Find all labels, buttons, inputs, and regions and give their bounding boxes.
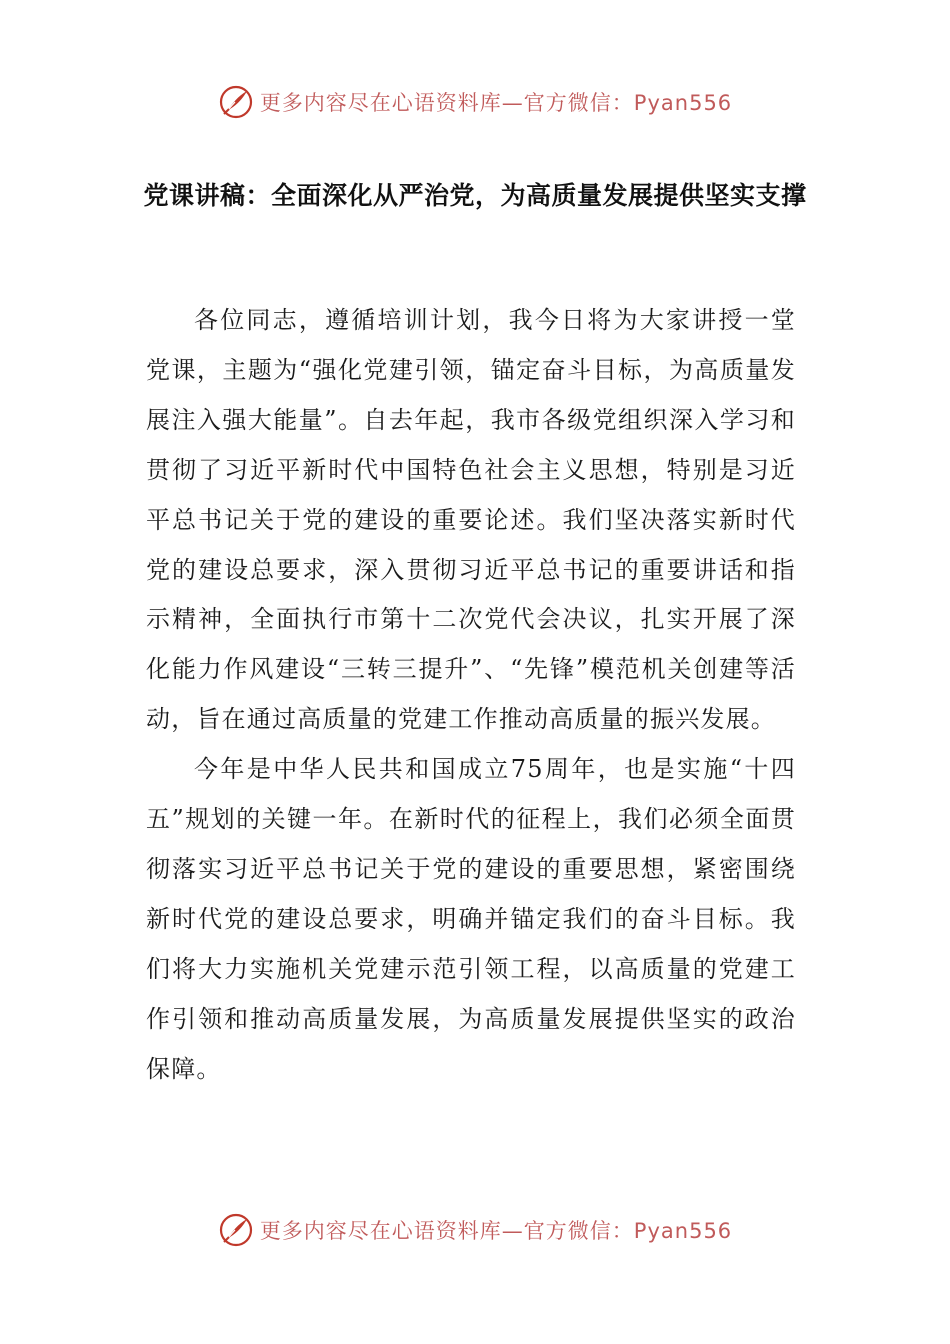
footer-watermark [0,1210,950,1250]
watermark-text: 更多内容尽在心语资料库—官方微信：Pyan556 [259,91,733,115]
paragraph-1: 各位同志，遵循培训计划，我今日将为大家讲授一堂党课，主题为“强化党建引领，锚定奋斗目标，为高质量发展注入强大能量”。自去年起，我市各级党组织深入学习和贯彻了习近平新时代中国特色社会主义思想，特别是习近平总书记关于党的建设的重要论述。我们坚决落实新时代党的建设总要求，深入贯彻习近平总书记的重要讲话和指示精神，全面执行市第十二次党代会决议，扎实开展了深化能力作风建设“三转三提升”、“先锋”模范机关创建等活动，旨在通过高质量的党建工作推动高质量的振兴发展。 [146,306,796,734]
document-title: 党课讲稿：全面深化从严治党，为高质量发展提供坚实支撑 [143,181,807,210]
quill-logo-icon [218,1212,254,1248]
paragraph-2: 今年是中华人民共和国成立75周年，也是实施“十四五”规划的关键一年。在新时代的征程上，我们必须全面贯彻落实习近平总书记关于党的建设的重要思想，紧密围绕新时代党的建设总要求，明确并锚定我们的奋斗目标。我们将大力实施机关党建示范引领工程，以高质量的党建工作引领和推动高质量发展，为高质量发展提供坚实的政治保障。 [146,755,796,1083]
header-watermark [0,82,950,122]
document-body [146,296,796,1095]
watermark-text: 更多内容尽在心语资料库—官方微信：Pyan556 [259,1219,733,1243]
quill-logo-icon [218,84,254,120]
